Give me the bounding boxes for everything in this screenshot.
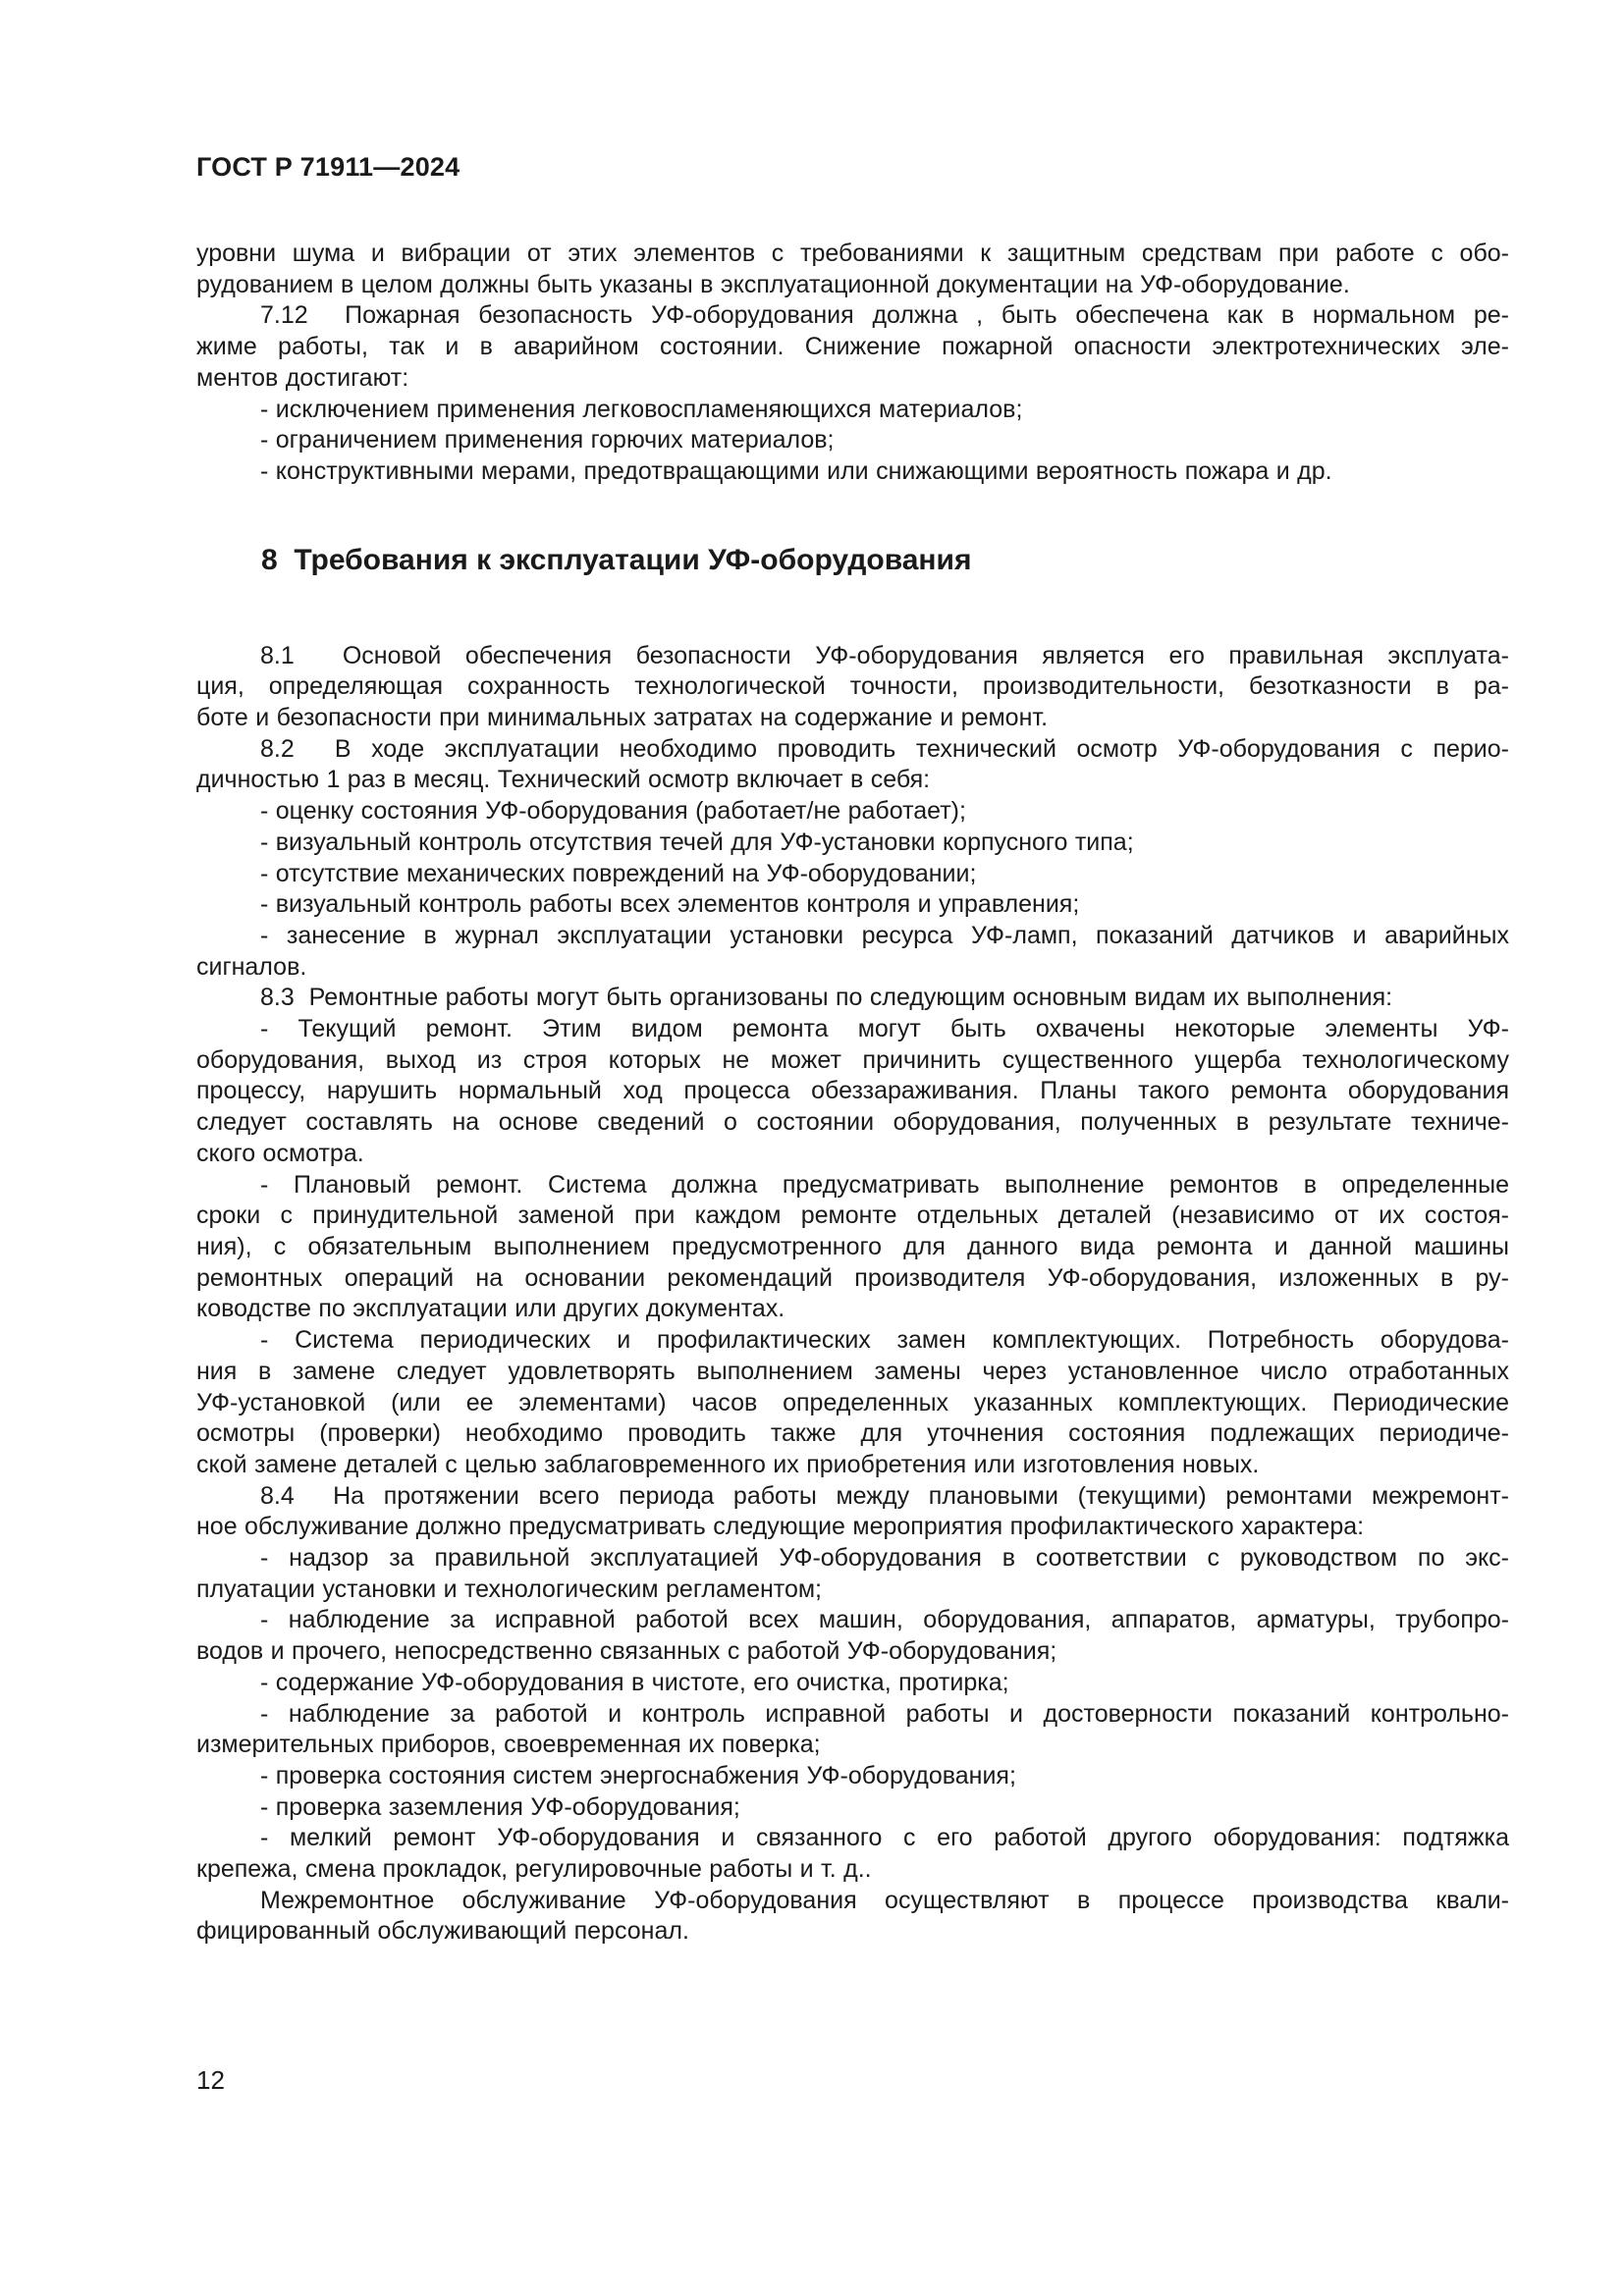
- text-line: - наблюдение за исправной работой всех машин, оборудования, аппаратов, арматуры, трубопро-: [260, 1606, 1509, 1634]
- text-line: сроки с принудительной заменой при каждом ремонте отдельных деталей (независимо от их состоя-: [196, 1201, 1509, 1230]
- document-body: [196, 239, 1509, 1948]
- text-line: 8.3 Ремонтные работы могут быть организованы по следующим основным видам их выполнения:: [260, 984, 1393, 1012]
- section-8-heading: 8 Требования к эксплуатации УФ-оборудования: [261, 543, 972, 576]
- paragraph: [196, 859, 1509, 890]
- text-line: 7.12 Пожарная безопасность УФ-оборудования должна , быть обеспечена как в нормальном ре-: [260, 301, 1509, 330]
- text-line: - конструктивными мерами, предотвращающими или снижающими вероятность пожара и др.: [260, 456, 1332, 485]
- paragraph: [196, 921, 1509, 983]
- text-line: - ограничением применения горючих материалов;: [260, 426, 835, 454]
- text-line: сигналов.: [196, 952, 307, 981]
- paragraph: [196, 796, 1509, 828]
- text-line: ской замене деталей с целью заблаговременного их приобретения или изготовления новых.: [196, 1450, 1260, 1478]
- text-line: - Система периодических и профилактических замен комплектующих. Потребность оборудова-: [260, 1326, 1509, 1355]
- text-line: - исключением применения легковоспламеняющихся материалов;: [260, 395, 1023, 423]
- paragraph: [196, 889, 1509, 921]
- text-line: 8.4 На протяжении всего периода работы между плановыми (текущими) ремонтами межремонт-: [260, 1481, 1509, 1510]
- paragraph: [196, 1886, 1509, 1948]
- paragraph: [196, 1823, 1509, 1885]
- text-line: ководстве по эксплуатации или других документах.: [196, 1295, 785, 1323]
- text-line: - мелкий ремонт УФ-оборудования и связанного с его работой другого оборудования: подтяжка: [260, 1824, 1509, 1852]
- text-line: Межремонтное обслуживание УФ-оборудования осуществляют в процессе производства квали-: [260, 1886, 1509, 1914]
- paragraph: [196, 983, 1509, 1014]
- text-line: процессу, нарушить нормальный ход процесса обеззараживания. Планы такого ремонта оборудования: [196, 1077, 1509, 1105]
- text-line: - проверка заземления УФ-оборудования;: [260, 1792, 740, 1821]
- paragraph: [196, 1605, 1509, 1667]
- section-8-paragraphs: [196, 641, 1509, 1949]
- text-line: - Текущий ремонт. Этим видом ремонта могут быть охвачены некоторые элементы УФ-: [260, 1015, 1509, 1043]
- paragraph: [196, 1792, 1509, 1824]
- text-line: - оценку состояния УФ-оборудования (работает/не работает);: [260, 797, 966, 826]
- paragraph: [196, 1668, 1509, 1699]
- text-line: ния в замене следует удовлетворять выполнением замены через установленное число отработанных: [196, 1357, 1509, 1385]
- text-line: боте и безопасности при минимальных затратах на содержание и ремонт.: [196, 704, 1049, 732]
- text-line: водов и прочего, непосредственно связанных с работой УФ-оборудования;: [196, 1637, 1057, 1666]
- text-line: 8.1 Основой обеспечения безопасности УФ-оборудования является его правильная эксплуата-: [260, 641, 1509, 669]
- paragraph: [196, 641, 1509, 734]
- text-line: ского осмотра.: [196, 1139, 364, 1167]
- section-7-paragraphs: [196, 239, 1509, 488]
- text-line: - надзор за правильной эксплуатацией УФ-оборудования в соответствии с руководством по экс-: [260, 1544, 1509, 1573]
- text-line: - визуальный контроль работы всех элементов контроля и управления;: [260, 890, 1080, 919]
- text-line: - проверка состояния систем энергоснабжения УФ-оборудования;: [260, 1761, 1016, 1789]
- paragraph: [196, 1481, 1509, 1543]
- text-line: - визуальный контроль отсутствия течей для УФ-установки корпусного типа;: [260, 828, 1134, 856]
- text-line: - содержание УФ-оборудования в чистоте, его очистка, протирка;: [260, 1668, 1009, 1696]
- text-line: дичностью 1 раз в месяц. Технический осмотр включает в себя:: [196, 766, 931, 794]
- text-line: жиме работы, так и в аварийном состоянии. Снижение пожарной опасности электротехнических эле-: [196, 333, 1509, 361]
- document-header: ГОСТ Р 71911—2024: [196, 152, 460, 182]
- text-line: измерительных приборов, своевременная их поверка;: [196, 1731, 821, 1759]
- page-content: [196, 154, 1509, 1948]
- text-line: ремонтных операций на основании рекомендаций производителя УФ-оборудования, изложенных в ру-: [196, 1263, 1509, 1292]
- paragraph: [196, 1543, 1509, 1605]
- page-number: 12: [196, 2065, 225, 2095]
- paragraph: [196, 1699, 1509, 1761]
- text-line: осмотры (проверки) необходимо проводить также для уточнения состояния подлежащих периодиче-: [196, 1419, 1509, 1448]
- text-line: крепежа, смена прокладок, регулировочные работы и т. д..: [196, 1855, 872, 1884]
- text-line: ния), с обязательным выполнением предусмотренного для данного вида ремонта и данной машины: [196, 1232, 1509, 1260]
- text-line: - отсутствие механических повреждений на УФ-оборудовании;: [260, 859, 977, 887]
- paragraph: [196, 1014, 1509, 1170]
- text-line: 8.2 В ходе эксплуатации необходимо проводить технический осмотр УФ-оборудования с перио-: [260, 734, 1509, 763]
- text-line: УФ-установкой (или ее элементами) часов определенных указанных комплектующих. Периодические: [196, 1388, 1509, 1416]
- paragraph: [196, 456, 1509, 488]
- text-line: ное обслуживание должно предусматривать следующие мероприятия профилактического характера:: [196, 1513, 1365, 1541]
- text-line: уровни шума и вибрации от этих элементов с требованиями к защитным средствам при работе с обо-: [196, 240, 1509, 267]
- text-line: - наблюдение за работой и контроль исправной работы и достоверности показаний контрольно-: [260, 1699, 1509, 1728]
- paragraph: [196, 1170, 1509, 1326]
- text-line: фицированный обслуживающий персонал.: [196, 1917, 689, 1946]
- text-line: - Плановый ремонт. Система должна предусматривать выполнение ремонтов в определенные: [260, 1170, 1509, 1199]
- text-line: оборудования, выход из строя которых не может причинить существенного ущерба технологическому: [196, 1045, 1509, 1074]
- paragraph: [196, 425, 1509, 456]
- text-line: рудованием в целом должны быть указаны в эксплуатационной документации на УФ-оборудование.: [196, 270, 1350, 298]
- paragraph: [196, 1761, 1509, 1792]
- paragraph: [196, 239, 1509, 300]
- text-line: ментов достигают:: [196, 363, 409, 392]
- paragraph: [196, 1325, 1509, 1481]
- paragraph: [196, 300, 1509, 394]
- text-line: плуатации установки и технологическим регламентом;: [196, 1575, 822, 1603]
- paragraph: [196, 734, 1509, 796]
- paragraph: [196, 395, 1509, 426]
- paragraph: [196, 828, 1509, 859]
- text-line: - занесение в журнал эксплуатации установки ресурса УФ-ламп, показаний датчиков и аварийных: [260, 921, 1509, 949]
- text-line: ция, определяющая сохранность технологической точности, производительности, безотказности в ра-: [196, 672, 1509, 701]
- text-line: следует составлять на основе сведений о состоянии оборудования, полученных в результате техниче-: [196, 1108, 1509, 1137]
